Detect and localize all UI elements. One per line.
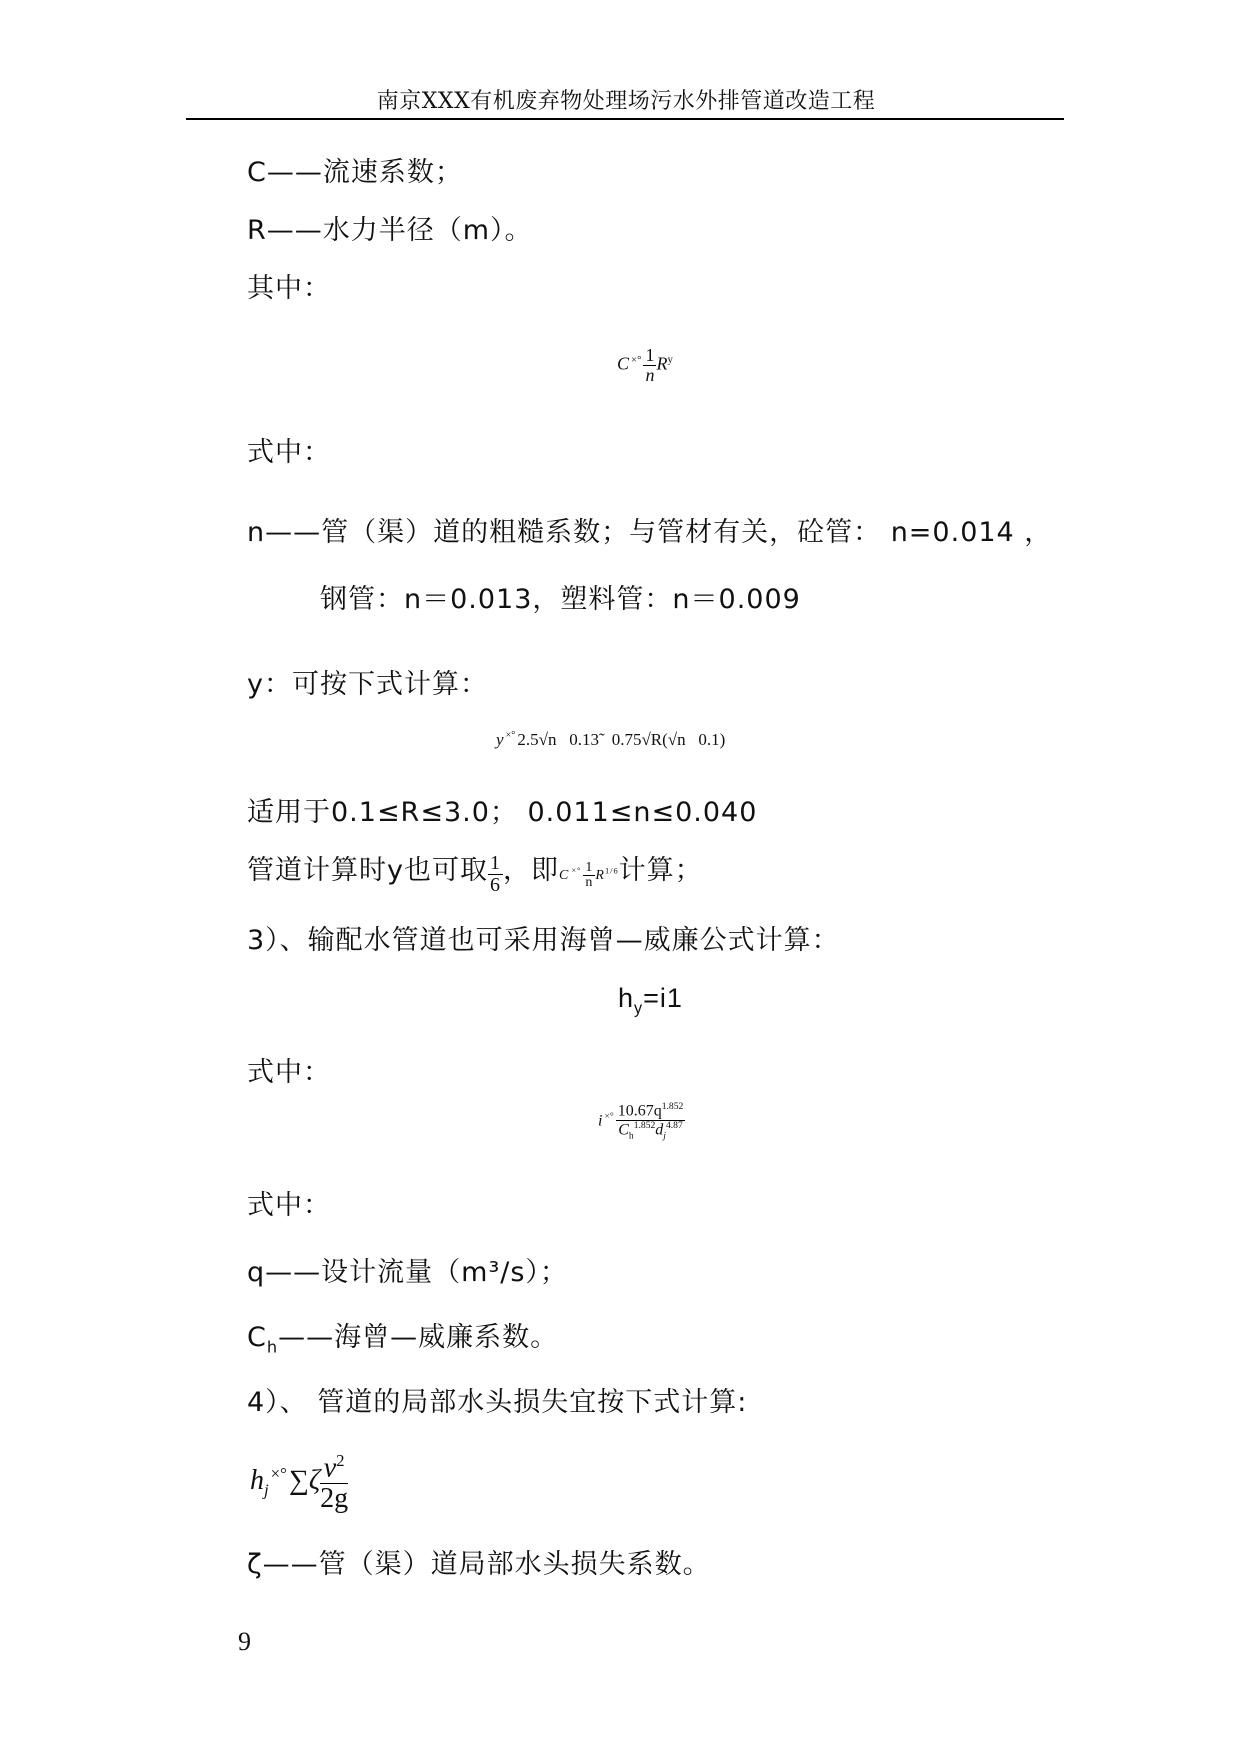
- ch-subscript: h: [266, 1337, 279, 1357]
- frac-one-sixth-num: 1: [489, 851, 501, 874]
- shizhong-label-1: 式中：: [247, 437, 331, 468]
- frac-one-sixth: [488, 853, 503, 896]
- shizhong-label-2: 式中：: [247, 1057, 331, 1088]
- formula-i-num-coef: 10.67q: [617, 1102, 662, 1120]
- formula-i-num-exp: 1.852: [661, 1101, 684, 1112]
- formula-y-body: 2.5√n 0.13̃ 0.75√R(√n 0.1): [517, 730, 726, 749]
- formula-i: [598, 1102, 685, 1142]
- formula-hj-sum: ∑ζ: [288, 1464, 321, 1496]
- formula-y-glyph: ×°: [505, 730, 516, 742]
- page-number: 9: [238, 1627, 251, 1656]
- shizhong-label-3: 式中：: [247, 1190, 331, 1221]
- formula-c-lhs: C: [617, 353, 630, 374]
- formula-c-r: R: [656, 353, 668, 374]
- n-definition: n——管（渠）道的粗糙系数；与管材有关，砼管： n=0.014 ，: [247, 517, 1053, 548]
- formula-inline-den: n: [585, 875, 594, 891]
- item-3: 3）、输配水管道也可采用海曾—威廉公式计算：: [247, 925, 840, 956]
- formula-i-den-c-sub: h: [628, 1130, 634, 1142]
- formula-inline-lhs: C: [558, 868, 570, 883]
- c-definition: C——流速系数；: [247, 157, 463, 188]
- formula-i-den-d: d: [655, 1121, 664, 1139]
- formula-inline-num: 1: [585, 859, 594, 875]
- r-definition: R——水力半径（m）。: [247, 215, 533, 246]
- formula-hj-fraction: [320, 1452, 348, 1513]
- q-definition: q——设计流量（m³/s）；: [247, 1257, 568, 1288]
- formula-inline-glyph: ×°: [571, 866, 582, 876]
- formula-hj-h: h: [250, 1464, 264, 1496]
- formula-hy-h: h: [618, 983, 635, 1013]
- zeta-definition: ζ——管（渠）道局部水头损失系数。: [247, 1549, 711, 1580]
- pipe-calc-pre: 管道计算时y也可取: [247, 855, 488, 886]
- header-rule: [186, 118, 1064, 120]
- formula-c-fraction: [643, 346, 656, 385]
- formula-hj-glyph: ×°: [270, 1463, 287, 1483]
- formula-c: [617, 346, 673, 385]
- formula-i-fraction: [616, 1102, 686, 1142]
- formula-c-den: n: [645, 364, 655, 385]
- formula-hj-den: 2g: [320, 1482, 349, 1514]
- qizhong-label: 其中：: [247, 273, 331, 304]
- ch-text: ——海曾—威廉系数。: [278, 1322, 559, 1353]
- pipe-calc-mid: ，即: [502, 855, 559, 886]
- formula-hj: [250, 1452, 348, 1513]
- formula-c-num: 1: [645, 345, 655, 365]
- formula-inline-exp: 1/6: [604, 866, 619, 876]
- formula-hy: [618, 983, 683, 1018]
- applicability-range: 适用于0.1≤R≤3.0； 0.011≤n≤0.040: [247, 797, 758, 828]
- formula-i-den-c: C: [618, 1121, 629, 1139]
- pipe-calc-post: 计算；: [618, 855, 703, 886]
- formula-i-glyph: ×°: [604, 1111, 614, 1123]
- formula-i-den-d-exp: 4.87: [665, 1120, 683, 1132]
- formula-y-lhs: y: [496, 730, 504, 749]
- ch-symbol: C: [247, 1322, 267, 1353]
- running-header: 南京XXX有机废弃物处理场污水外排管道改造工程: [376, 89, 876, 114]
- formula-c-exp: y: [667, 353, 673, 366]
- formula-c-inline: [558, 859, 619, 891]
- formula-i-lhs: i: [598, 1112, 603, 1130]
- formula-y: [496, 730, 725, 750]
- formula-inline-r: R: [595, 868, 605, 883]
- n-definition-cont: 钢管：n＝0.013，塑料管：n＝0.009: [320, 584, 801, 615]
- formula-hy-sub: y: [634, 999, 644, 1018]
- formula-hj-num-exp: 2: [336, 1451, 345, 1470]
- formula-hy-rhs: =i1: [643, 983, 683, 1013]
- formula-hj-sub: j: [264, 1480, 269, 1500]
- ch-definition: [247, 1315, 558, 1356]
- frac-one-sixth-den: 6: [489, 873, 501, 896]
- y-calc-label: y：可按下式计算：: [247, 669, 488, 700]
- formula-hj-num-v: v: [323, 1452, 337, 1484]
- formula-c-glyph: ×°: [631, 353, 642, 366]
- formula-i-den-d-sub: j: [663, 1130, 666, 1142]
- formula-i-den-c-exp: 1.852: [633, 1120, 656, 1132]
- pipe-calc-line: [247, 848, 703, 896]
- item-4: 4）、 管道的局部水头损失宜按下式计算:: [247, 1387, 748, 1418]
